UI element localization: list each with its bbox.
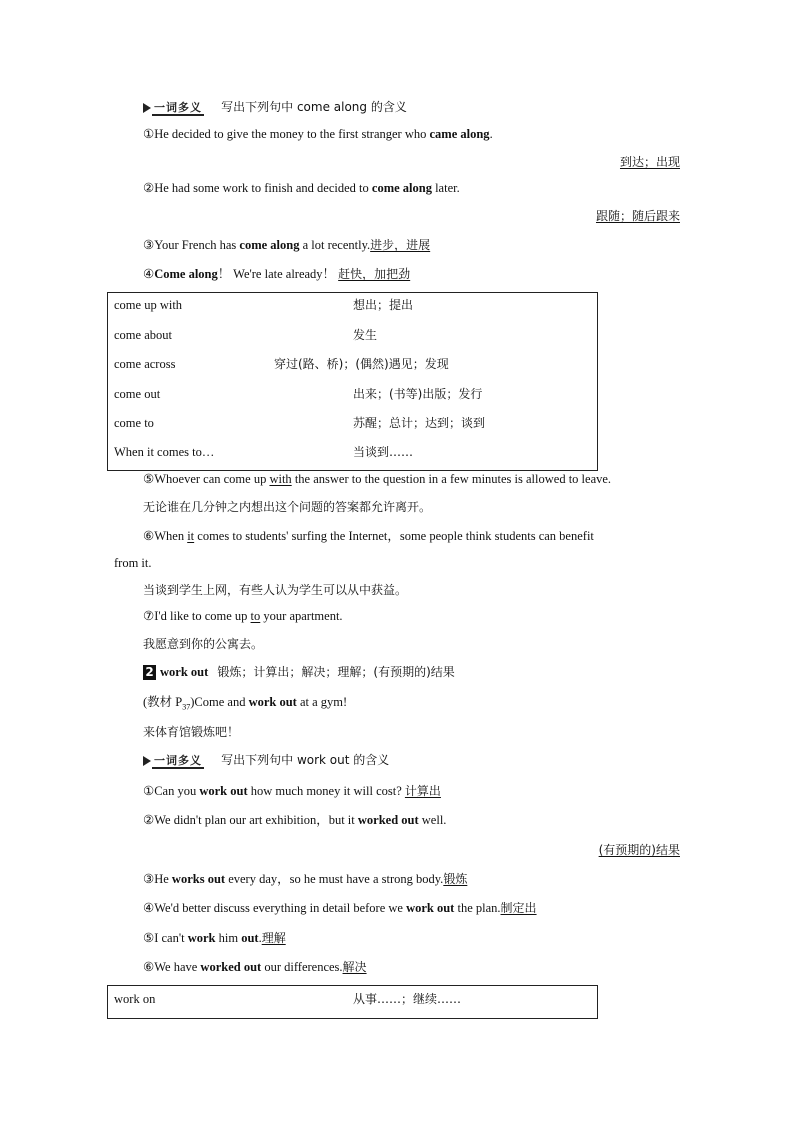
table-cell-phrase: come across (114, 357, 176, 371)
table-cell-phrase: come up with (114, 298, 183, 312)
list-item: ⑤I can't work him out.理解 (143, 931, 286, 945)
answer-text: 赶快，加把劲 (338, 267, 411, 281)
heading-phrase: work out (160, 665, 209, 679)
table-cell-meaning: 想出；提出 (353, 298, 414, 312)
play-triangle-icon (143, 756, 151, 766)
section-heading-work-out (143, 664, 455, 680)
table-cell-meaning: 出来；(书等)出版；发行 (353, 387, 483, 401)
badge-label: 一词多义 (154, 101, 202, 114)
answer-text: 锻炼 (443, 872, 468, 886)
list-item: ①He decided to give the money to the first stranger who came along. (143, 127, 493, 141)
instruction-text: 写出下列句中 come along 的含义 (221, 100, 407, 114)
instruction-text: 写出下列句中 work out 的含义 (221, 753, 390, 767)
table-cell-phrase: work on (114, 992, 156, 1006)
answer-text: 进步，进展 (370, 238, 431, 252)
example-sentence: ⑦I'd like to come up to your apartment. (143, 609, 343, 623)
answer-text: 计算出 (404, 784, 441, 798)
example-translation: 无论谁在几分钟之内想出这个问题的答案都允许离开。 (143, 500, 432, 514)
table-cell-meaning: 发生 (353, 328, 378, 342)
section-header-work-out (143, 752, 389, 769)
table-cell-meaning: 从事……；继续…… (353, 992, 462, 1006)
list-item: ③He works out every day，so he must have a strong body.锻炼 (143, 872, 468, 886)
example-translation: 当谈到学生上网，有些人认为学生可以从中获益。 (143, 583, 408, 597)
list-item: ④Come along！ We're late already！ 赶快，加把劲 (143, 267, 411, 281)
section-header-come-along (143, 99, 407, 116)
section-number: 2 (143, 665, 156, 680)
answer-text: 跟随；随后跟来 (595, 209, 680, 223)
table-cell-phrase: When it comes to… (114, 445, 215, 459)
list-item: ②We didn't plan our art exhibition，but it worked out well. (143, 813, 447, 827)
answer-text: 制定出 (500, 901, 537, 915)
table-cell-phrase: come out (114, 387, 161, 401)
list-item: ④We'd better discuss everything in detail before we work out the plan.制定出 (143, 901, 537, 915)
table-cell-phrase: come to (114, 416, 154, 430)
example-sentence: ⑥When it comes to students' surfing the Internet，some people think students can benefit (143, 529, 594, 543)
textbook-translation: 来体育馆锻炼吧！ (143, 725, 240, 739)
phrase-table (107, 985, 598, 1019)
answer-text: (有预期的)结果 (598, 843, 680, 857)
textbook-example: (教材 $P_{37})Come$ and work out at a gym! (143, 695, 348, 712)
list-item: ⑥We have worked out our differences.解决 (143, 960, 367, 974)
table-cell-phrase: come about (114, 328, 172, 342)
heading-meaning: 锻炼；计算出；解决；理解；(有预期的)结果 (217, 665, 455, 679)
table-cell-meaning: 当谈到…… (353, 445, 414, 459)
badge-label: 一词多义 (154, 754, 202, 767)
list-item: ③Your French has come along a lot recently.进步，进展 (143, 238, 431, 252)
table-cell-meaning: 穿过(路、桥)；(偶然)遇见；发现 (274, 357, 449, 371)
phrase-table (107, 292, 598, 471)
example-translation: 我愿意到你的公寓去。 (143, 637, 264, 651)
answer-text: 理解 (261, 931, 286, 945)
answer-text: 到达；出现 (619, 155, 680, 169)
answer-text: 解决 (342, 960, 367, 974)
example-sentence: ⑤Whoever can come up with the answer to the question in a few minutes is allowed to leave. (143, 472, 612, 486)
table-cell-meaning: 苏醒；总计；达到；谈到 (353, 416, 486, 430)
list-item: ①Can you work out how much money it will cost? 计算出 (143, 784, 441, 798)
list-item: ②He had some work to finish and decided to come along later. (143, 181, 460, 195)
example-sentence-continued: from it. (114, 556, 152, 570)
play-triangle-icon (143, 103, 151, 113)
